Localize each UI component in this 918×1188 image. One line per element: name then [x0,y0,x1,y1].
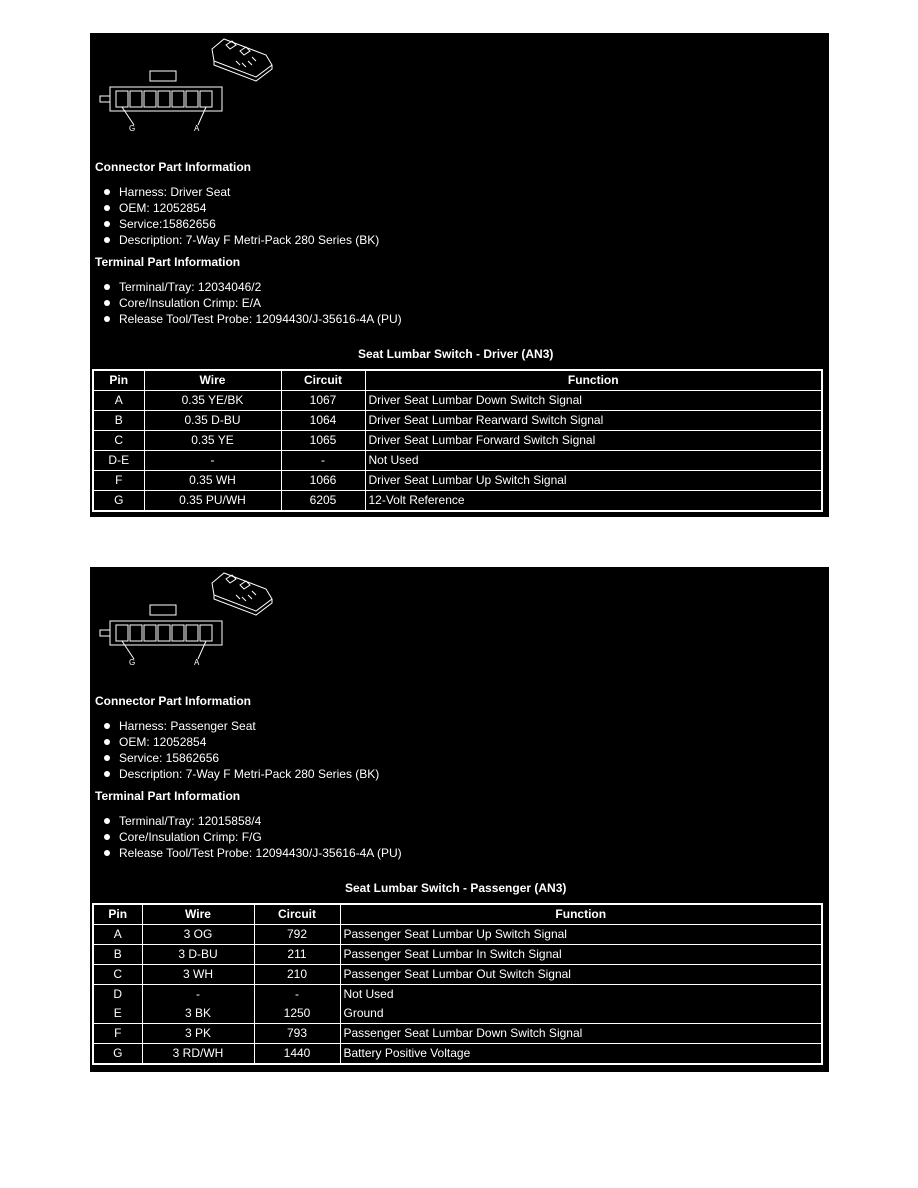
connector-panel-driver [90,33,829,517]
cell-function: Driver Seat Lumbar Rearward Switch Signal [365,411,822,431]
cell-circuit: 1064 [281,411,365,431]
list-item: Description: 7-Way F Metri-Pack 280 Series (BK) [102,766,379,782]
table-row [93,945,822,965]
connector-info-list [102,718,379,782]
cell-wire: 3 D-BU [142,945,254,965]
list-item: Core/Insulation Crimp: E/A [102,295,402,311]
pin-label-g: G [129,124,136,133]
cell-wire: 3 WH [142,965,254,985]
cell-circuit: 6205 [281,491,365,512]
table-row [93,925,822,945]
cell-function: Driver Seat Lumbar Down Switch Signal [365,391,822,411]
pin-label-g: G [129,658,136,667]
table-row [93,471,822,491]
list-item: Description: 7-Way F Metri-Pack 280 Series (BK) [102,232,379,248]
list-item: OEM: 12052854 [102,734,379,750]
cell-function: Passenger Seat Lumbar Out Switch Signal [340,965,822,985]
cell-pin: A [93,391,144,411]
cell-pin: D-E [93,451,144,471]
cell-wire: 0.35 WH [144,471,281,491]
cell-circuit: 1250 [254,1004,340,1024]
list-item: Harness: Driver Seat [102,184,379,200]
header-pin: Pin [93,904,142,925]
cell-function: Driver Seat Lumbar Up Switch Signal [365,471,822,491]
cell-circuit: 1067 [281,391,365,411]
table-row [93,965,822,985]
terminal-info-list [102,279,402,327]
cell-wire: 3 PK [142,1024,254,1044]
cell-wire: 0.35 YE/BK [144,391,281,411]
header-function: Function [340,904,822,925]
table-row [93,1024,822,1044]
cell-function: Passenger Seat Lumbar Up Switch Signal [340,925,822,945]
cell-circuit: 211 [254,945,340,965]
header-function: Function [365,370,822,391]
table-title: Seat Lumbar Switch - Driver (AN3) [358,347,554,361]
connector-panel-passenger [90,567,829,1072]
table-row [93,985,822,1005]
cell-wire: 3 OG [142,925,254,945]
table-row [93,1044,822,1065]
cell-function: Not Used [365,451,822,471]
cell-function: Not Used [340,985,822,1005]
header-circuit: Circuit [281,370,365,391]
cell-wire: - [142,985,254,1005]
cell-circuit: 1066 [281,471,365,491]
terminal-info-list [102,813,402,861]
cell-circuit: 210 [254,965,340,985]
cell-function: Ground [340,1004,822,1024]
cell-pin: C [93,965,142,985]
cell-pin: D [93,985,142,1005]
cell-wire: 0.35 D-BU [144,411,281,431]
cell-circuit: 1065 [281,431,365,451]
connector-heading: Connector Part Information [95,160,252,174]
list-item: Core/Insulation Crimp: F/G [102,829,402,845]
table-row [93,431,822,451]
cell-circuit: 1440 [254,1044,340,1065]
cell-pin: B [93,945,142,965]
list-item: Terminal/Tray: 12015858/4 [102,813,402,829]
cell-wire: 3 RD/WH [142,1044,254,1065]
cell-wire: 0.35 PU/WH [144,491,281,512]
connector-info-list [102,184,379,248]
cell-pin: F [93,471,144,491]
header-wire: Wire [144,370,281,391]
cell-pin: G [93,1044,142,1065]
cell-function: 12-Volt Reference [365,491,822,512]
cell-function: Passenger Seat Lumbar Down Switch Signal [340,1024,822,1044]
table-row [93,391,822,411]
pin-label-a: A [194,658,200,667]
table-row [93,1004,822,1024]
cell-wire: 3 BK [142,1004,254,1024]
pinout-table [92,903,823,1065]
cell-pin: B [93,411,144,431]
cell-circuit: 793 [254,1024,340,1044]
header-circuit: Circuit [254,904,340,925]
cell-pin: A [93,925,142,945]
cell-function: Driver Seat Lumbar Forward Switch Signal [365,431,822,451]
list-item: Release Tool/Test Probe: 12094430/J-35616-4A (PU) [102,311,402,327]
cell-circuit: - [281,451,365,471]
terminal-heading: Terminal Part Information [95,255,241,269]
pin-label-a: A [194,124,200,133]
connector-heading: Connector Part Information [95,694,252,708]
list-item: Service: 15862656 [102,750,379,766]
table-row [93,491,822,512]
cell-pin: E [93,1004,142,1024]
cell-pin: G [93,491,144,512]
header-wire: Wire [142,904,254,925]
header-pin: Pin [93,370,144,391]
cell-circuit: - [254,985,340,1005]
table-title: Seat Lumbar Switch - Passenger (AN3) [345,881,567,895]
cell-pin: C [93,431,144,451]
table-row [93,411,822,431]
list-item: OEM: 12052854 [102,200,379,216]
list-item: Release Tool/Test Probe: 12094430/J-35616-4A (PU) [102,845,402,861]
cell-wire: - [144,451,281,471]
table-header-row [93,370,822,391]
terminal-heading: Terminal Part Information [95,789,241,803]
cell-function: Passenger Seat Lumbar In Switch Signal [340,945,822,965]
table-row [93,451,822,471]
list-item: Harness: Passenger Seat [102,718,379,734]
cell-wire: 0.35 YE [144,431,281,451]
list-item: Service:15862656 [102,216,379,232]
cell-function: Battery Positive Voltage [340,1044,822,1065]
table-header-row [93,904,822,925]
list-item: Terminal/Tray: 12034046/2 [102,279,402,295]
cell-pin: F [93,1024,142,1044]
cell-circuit: 792 [254,925,340,945]
pinout-table [92,369,823,512]
